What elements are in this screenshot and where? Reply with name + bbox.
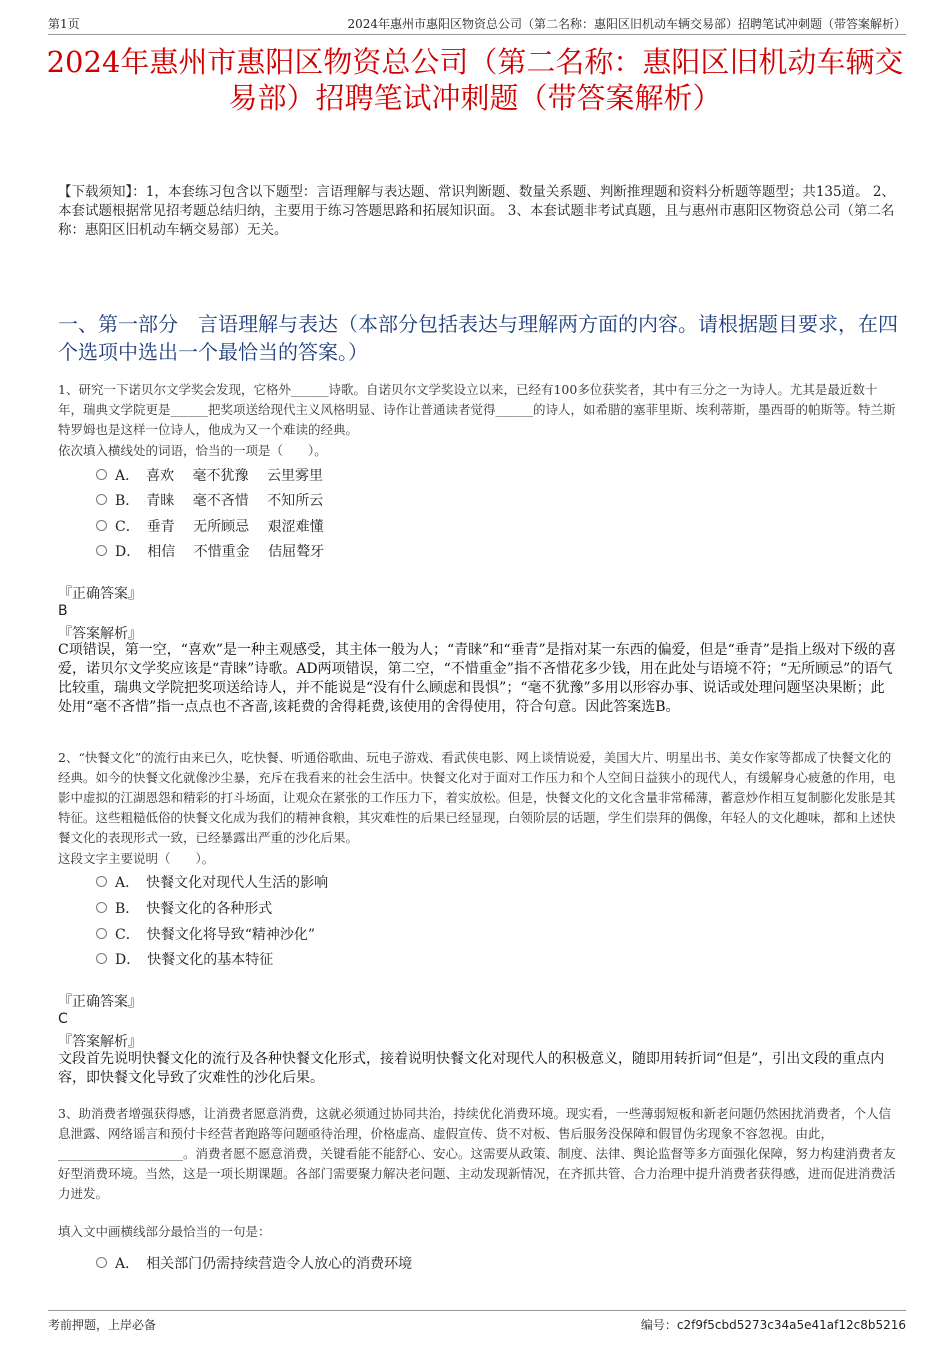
radio-icon[interactable]: [96, 902, 107, 913]
radio-icon[interactable]: [96, 953, 107, 964]
document-title: 2024年惠州市惠阳区物资总公司（第二名称：惠阳区旧机动车辆交易部）招聘笔试冲刺题（带答案解析）: [46, 45, 904, 115]
question-1-option-d[interactable]: D． 相信 不惜重金 佶屈聱牙: [96, 541, 324, 561]
question-2-option-b[interactable]: B． 快餐文化的各种形式: [96, 898, 272, 918]
radio-icon[interactable]: [96, 1257, 107, 1268]
section-heading: 一、第一部分 言语理解与表达（本部分包括表达与理解两方面的内容。请根据题目要求，在四个选项中选出一个最恰当的答案。）: [58, 312, 898, 364]
footer-slogan: 考前押题，上岸必备: [48, 1318, 157, 1332]
radio-icon[interactable]: [96, 520, 107, 531]
question-1-prompt: 依次填入横线处的词语，恰当的一项是（ ）。: [58, 443, 327, 458]
question-2-option-d[interactable]: D． 快餐文化的基本特征: [96, 949, 273, 969]
page-footer: [48, 1310, 906, 1335]
question-1-option-a[interactable]: A． 喜欢 毫不犹豫 云里雾里: [96, 465, 323, 485]
question-2-option-c[interactable]: C． 快餐文化将导致“精神沙化”: [96, 924, 315, 944]
page-header: [48, 12, 906, 35]
download-notice: 【下载须知】：1，本套练习包含以下题型：言语理解与表达题、常识判断题、数量关系题、判断推理题和资料分析题等题型；共135道。 2、本套试题根据常见招考题总结归纳，主要用于练习答题思路和拓展知识面。 3、本套试题非考试真题，且与惠州市惠阳区物资总公司（第二名称：惠阳区旧机动车辆交易部）无关。: [58, 184, 895, 238]
radio-icon[interactable]: [96, 469, 107, 480]
question-2-option-a[interactable]: A． 快餐文化对现代人生活的影响: [96, 872, 328, 892]
correct-answer-label: 『正确答案』: [58, 586, 142, 602]
radio-icon[interactable]: [96, 494, 107, 505]
question-3-prompt: 填入文中画横线部分最恰当的一句是：: [58, 1224, 271, 1239]
question-3-stem: 3、助消费者增强获得感，让消费者愿意消费，这就必须通过协同共治，持续优化消费环境。现实看，一些薄弱短板和新老问题仍然困扰消费者，个人信息泄露、网络谣言和预付卡经营者跑路等问题亟待治理，价格虚高、虚假宣传、货不对板、售后服务没保障和假冒伪劣现象不容忽视。由此，____________________。消费者愿不愿意消费，关键看能不能舒心、安心。这需要从政策、制度、法律、舆论监督等多方面强化保障，努力构建消费者友好型消费环境。当然，这是一项长期课题。各部门需要聚力解决老问题、主动发现新情况，在齐抓共管、合力治理中提升消费者获得感，进而促进消费活力迸发。: [58, 1106, 896, 1201]
page-number: 第1页: [48, 17, 80, 31]
question-1-stem: 1、研究一下诺贝尔文学奖会发现，它格外______诗歌。自诺贝尔文学奖设立以来，已经有100多位获奖者，其中有三分之一为诗人。尤其是最近数十年，瑞典文学院更是______把奖项送给现代主义风格明显、诗作让普通读者觉得______的诗人，如希腊的塞菲里斯、埃利蒂斯，墨西哥的帕斯等。特兰斯特罗姆也是这样一位诗人，他成为又一个难读的经典。: [58, 382, 896, 437]
header-doc-title: 2024年惠州市惠阳区物资总公司（第二名称：惠阳区旧机动车辆交易部）招聘笔试冲刺题（带答案解析）: [347, 17, 906, 31]
question-1-answer: B: [58, 603, 68, 619]
radio-icon[interactable]: [96, 876, 107, 887]
analysis-label: 『答案解析』: [58, 626, 142, 642]
question-3-option-a[interactable]: A． 相关部门仍需持续营造令人放心的消费环境: [96, 1253, 412, 1273]
radio-icon[interactable]: [96, 928, 107, 939]
question-2-answer: C: [58, 1011, 68, 1027]
correct-answer-label: 『正确答案』: [58, 994, 142, 1010]
question-2-prompt: 这段文字主要说明（ ）。: [58, 851, 215, 866]
footer-code: 编号：c2f9f5cbd5273c34a5e41af12c8b5216: [640, 1318, 906, 1332]
question-1-analysis: C项错误，第一空，“喜欢”是一种主观感受，其主体一般为人；“青睐”和“垂青”是指对某一东西的偏爱，但是“垂青”是指上级对下级的喜爱，诺贝尔文学奖应该是“青睐”诗歌。AD两项错误，第二空，“不惜重金”指不吝惜花多少钱，用在此处与语境不符；“无所顾忌”的语气比较重，瑞典文学院把奖项送给诗人，并不能说是“没有什么顾虑和畏惧”；“毫不犹豫”多用以形容办事、说话或处理问题坚决果断；此处用“毫不吝惜”指一点点也不吝啬,该耗费的舍得耗费,该使用的舍得使用，符合句意。因此答案选B。: [58, 642, 896, 715]
question-2-analysis: 文段首先说明快餐文化的流行及各种快餐文化形式，接着说明快餐文化对现代人的积极意义，随即用转折词“但是”，引出文段的重点内容，即快餐文化导致了灾难性的沙化后果。: [58, 1051, 885, 1086]
question-1-option-b[interactable]: B． 青睐 毫不吝惜 不知所云: [96, 490, 323, 510]
radio-icon[interactable]: [96, 545, 107, 556]
question-2-stem: 2、“快餐文化”的流行由来已久，吃快餐、听通俗歌曲、玩电子游戏、看武侠电影、网上谈情说爱，美国大片、明星出书、美女作家等都成了快餐文化的经典。如今的快餐文化就像沙尘暴，充斥在我看来的社会生活中。快餐文化对于面对工作压力和个人空间日益狭小的现代人，有缓解身心疲惫的作用，电影中虚拟的江湖恩怨和精彩的打斗场面，让观众在紧张的工作压力下，着实放松。但是，快餐文化的文化含量非常稀薄，蓄意炒作相互复制膨化发胀是其特征。这些粗糙低俗的快餐文化成为我们的精神食粮，其灾难性的后果已经显现，白领阶层的话题，学生们崇拜的偶像，年轻人的文化趣味，都和上述快餐文化的表现形式一致，已经暴露出严重的沙化后果。: [58, 750, 896, 845]
analysis-label: 『答案解析』: [58, 1034, 142, 1050]
question-1-option-c[interactable]: C． 垂青 无所顾忌 艰涩难懂: [96, 516, 324, 536]
